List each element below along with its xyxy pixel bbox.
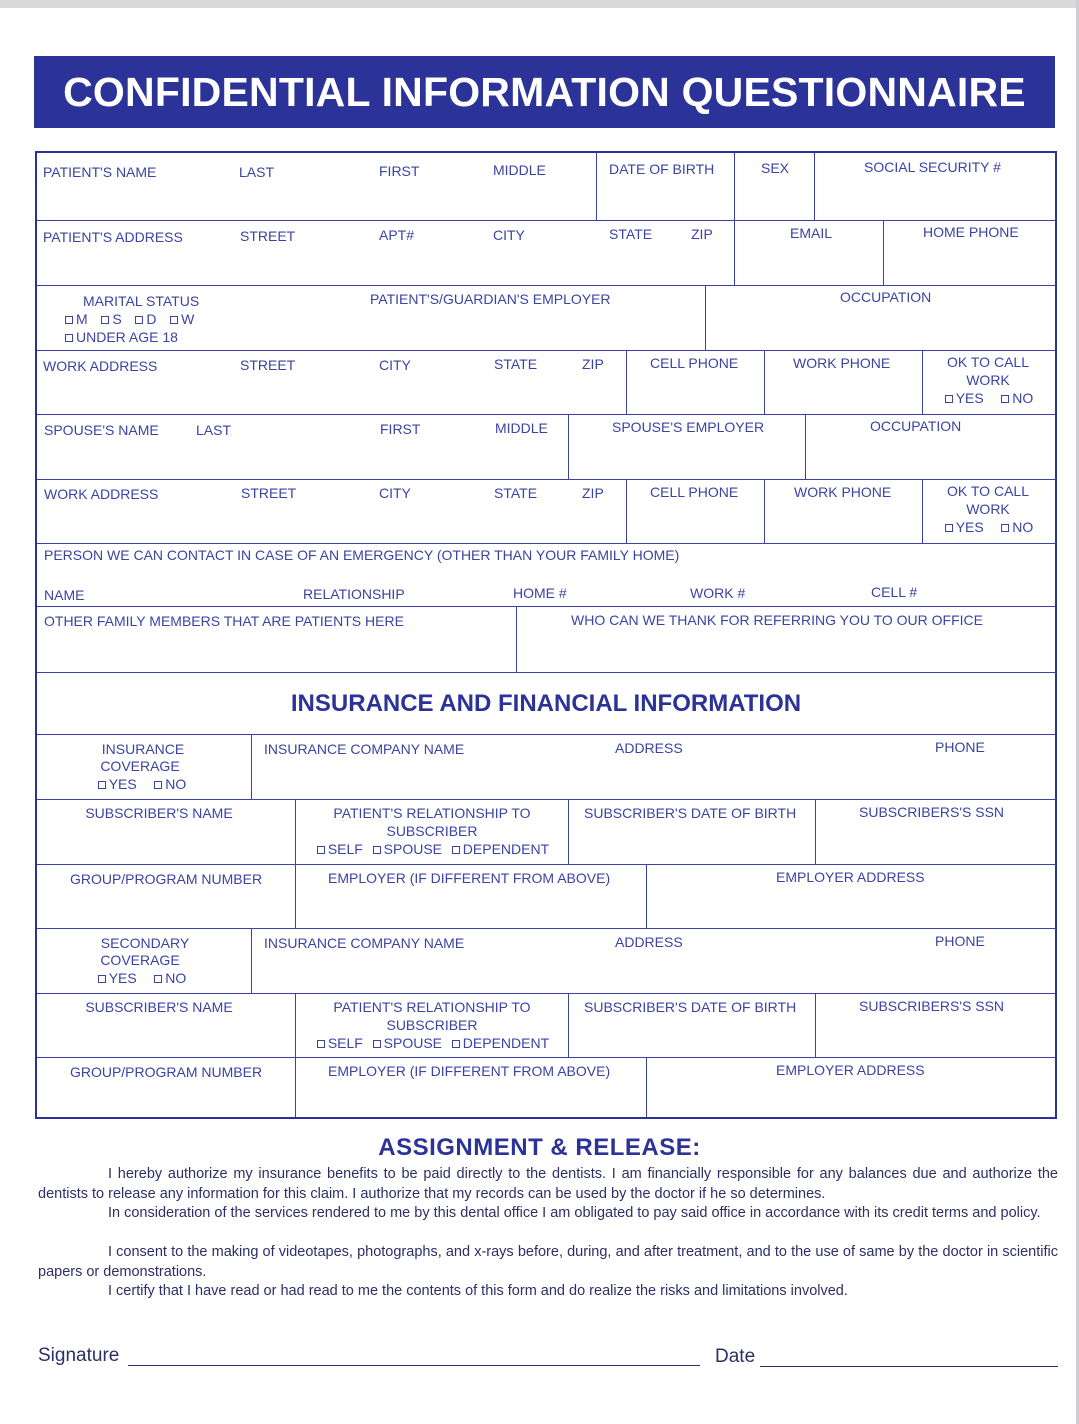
single-label: S [112, 311, 122, 327]
spouse-name-label: SPOUSE'S NAME [44, 422, 159, 438]
home-number-label: HOME # [513, 585, 567, 601]
subscriber-label: SUBSCRIBER [386, 1017, 478, 1033]
street-label: STREET [241, 485, 297, 501]
cell-phone-label: CELL PHONE [650, 484, 739, 500]
divorced-label: D [146, 311, 157, 327]
scan-edge [0, 0, 1079, 8]
name-label: NAME [44, 587, 85, 603]
checkbox-no[interactable] [1001, 395, 1009, 403]
checkbox-yes[interactable] [945, 395, 953, 403]
subscriber-ssn-label: SUBSCRIBERS'S SSN [859, 998, 1005, 1014]
checkbox-no[interactable] [1001, 524, 1009, 532]
checkbox-dependent[interactable] [452, 1040, 460, 1048]
coverage-options[interactable]: YES NO [37, 969, 245, 987]
married-label: M [76, 311, 88, 327]
state-label: STATE [494, 485, 538, 501]
checkbox-widowed[interactable] [170, 316, 178, 324]
widowed-label: W [181, 311, 195, 327]
zip-label: ZIP [691, 226, 713, 242]
dob-label: DATE OF BIRTH [609, 161, 715, 177]
assignment-paragraph-1: I hereby authorize my insurance benefits to be paid directly to the dentists. I am financially responsible for any balances due and authorize the dentists to release any information for this claim. I authorize that my records can be used by the doctor if he so determines. [38, 1166, 1058, 1202]
state-label: STATE [494, 356, 538, 372]
checkbox-no[interactable] [154, 781, 162, 789]
relationship-label: PATIENT'S RELATIONSHIP TO [333, 999, 531, 1015]
work-address-row[interactable] [37, 351, 1055, 415]
checkbox-spouse[interactable] [373, 846, 381, 854]
spouse-work-address-row[interactable] [37, 480, 1055, 544]
divider [646, 1058, 647, 1117]
divider [646, 865, 647, 929]
cell-number-label: CELL # [871, 584, 918, 600]
occupation-label: OCCUPATION [870, 418, 962, 434]
insurance-title: INSURANCE AND FINANCIAL INFORMATION [290, 690, 802, 717]
assignment-paragraph-3: I consent to the making of videotapes, photographs, and x-rays before, during, and after treatment, and to the use of same by the doctor in scientific papers or demonstrations. [38, 1244, 1058, 1280]
relationship-label: RELATIONSHIP [303, 586, 405, 602]
divider [734, 221, 735, 286]
ok-to-call-options[interactable]: YES NO [923, 389, 1053, 407]
middle-label: MIDDLE [495, 420, 548, 436]
spouse-employer-label: SPOUSE'S EMPLOYER [612, 419, 765, 435]
secondary-coverage-row[interactable] [37, 929, 1055, 994]
group-number-label: GROUP/PROGRAM NUMBER [69, 1064, 263, 1080]
patient-name-row[interactable] [37, 153, 1055, 221]
ssn-label: SOCIAL SECURITY # [864, 159, 1001, 175]
under-18-label: UNDER AGE 18 [76, 329, 178, 345]
marital-options[interactable] [63, 310, 194, 328]
divider [626, 351, 627, 415]
insurance-coverage-label: INSURANCE [101, 741, 185, 757]
checkbox-under-18[interactable] [65, 334, 73, 342]
city-label: CITY [379, 485, 411, 501]
checkbox-divorced[interactable] [135, 316, 143, 324]
spouse-name-row[interactable] [37, 415, 1055, 480]
under-18-option[interactable] [63, 328, 178, 346]
checkbox-yes[interactable] [98, 781, 106, 789]
insurance-company-label: INSURANCE COMPANY NAME [264, 935, 465, 951]
ok-to-call-label: OK TO CALL [947, 483, 1029, 499]
patient-name-label: PATIENT'S NAME [43, 164, 157, 180]
divider [764, 480, 765, 544]
checkbox-self[interactable] [317, 846, 325, 854]
subscriber-name-label: SUBSCRIBER'S NAME [85, 999, 233, 1015]
other-family-label: OTHER FAMILY MEMBERS THAT ARE PATIENTS HERE [44, 613, 404, 629]
assignment-paragraph-2: In consideration of the services rendered to me by this dental office I am obligated to pay said office in accordance with its credit terms and policy. [108, 1205, 1041, 1221]
subscriber-dob-label: SUBSCRIBER'S DATE OF BIRTH [584, 999, 797, 1015]
work-phone-label: WORK PHONE [793, 355, 891, 371]
checkbox-married[interactable] [65, 316, 73, 324]
coverage-label: COVERAGE [100, 758, 180, 774]
assignment-paragraph-4: I certify that I have read or had read to me the contents of this form and do realize the risks and limitations involved. [108, 1283, 848, 1299]
home-phone-label: HOME PHONE [923, 224, 1019, 240]
emergency-header: PERSON WE CAN CONTACT IN CASE OF AN EMERGENCY (OTHER THAN YOUR FAMILY HOME) [44, 547, 680, 563]
divider [568, 994, 569, 1058]
divider [251, 735, 252, 800]
ok-to-call-work-label: WORK [966, 501, 1010, 517]
relationship-label: PATIENT'S RELATIONSHIP TO [333, 805, 531, 821]
employer-address-label: EMPLOYER ADDRESS [776, 869, 925, 885]
cell-phone-label: CELL PHONE [650, 355, 739, 371]
city-label: CITY [379, 357, 411, 373]
coverage-options[interactable]: YES NO [37, 775, 245, 793]
divider [815, 800, 816, 865]
employer-label: EMPLOYER (IF DIFFERENT FROM ABOVE) [328, 1063, 611, 1079]
patient-address-row[interactable] [37, 221, 1055, 286]
street-label: STREET [240, 228, 296, 244]
work-address-label: WORK ADDRESS [43, 358, 158, 374]
divider [805, 415, 806, 480]
secondary-group-row[interactable] [37, 1058, 1055, 1117]
sex-label: SEX [761, 160, 790, 176]
city-label: CITY [493, 227, 525, 243]
last-label: LAST [196, 422, 232, 438]
checkbox-spouse[interactable] [373, 1040, 381, 1048]
form-title: CONFIDENTIAL INFORMATION QUESTIONNAIRE [34, 56, 1055, 128]
checkbox-self[interactable] [317, 1040, 325, 1048]
divider [568, 800, 569, 865]
divider [516, 607, 517, 673]
signature-label: Signature [38, 1345, 120, 1366]
work-phone-label: WORK PHONE [794, 484, 892, 500]
last-label: LAST [239, 164, 275, 180]
street-label: STREET [240, 357, 296, 373]
checkbox-yes[interactable] [98, 975, 106, 983]
insurance-section-header [37, 673, 1055, 735]
checkbox-dependent[interactable] [452, 846, 460, 854]
work-address-label: WORK ADDRESS [44, 486, 159, 502]
divider [764, 351, 765, 415]
divider [883, 221, 884, 286]
work-number-label: WORK # [690, 585, 746, 601]
date-label: Date [715, 1346, 756, 1367]
ok-to-call-label: OK TO CALL [947, 354, 1029, 370]
relationship-options[interactable]: SELF SPOUSE DEPENDENT [296, 840, 568, 858]
ok-to-call-work-label: WORK [966, 372, 1010, 388]
apt-label: APT# [379, 227, 415, 243]
divider [626, 480, 627, 544]
emergency-contact-row[interactable] [37, 544, 1055, 607]
marital-row[interactable] [37, 286, 1055, 351]
occupation-label: OCCUPATION [840, 289, 932, 305]
divider [295, 865, 296, 929]
subscriber-dob-label: SUBSCRIBER'S DATE OF BIRTH [584, 805, 797, 821]
divider [295, 1058, 296, 1117]
phone-label: PHONE [935, 739, 985, 755]
divider [734, 153, 735, 221]
insurance-company-label: INSURANCE COMPANY NAME [264, 741, 465, 757]
checkbox-no[interactable] [154, 975, 162, 983]
primary-subscriber-row[interactable] [37, 800, 1055, 865]
employer-address-label: EMPLOYER ADDRESS [776, 1062, 925, 1078]
employer-label: PATIENT'S/GUARDIAN'S EMPLOYER [370, 291, 611, 307]
subscriber-ssn-label: SUBSCRIBERS'S SSN [859, 804, 1005, 820]
divider [705, 286, 706, 351]
patient-address-label: PATIENT'S ADDRESS [43, 229, 183, 245]
divider [568, 415, 569, 480]
middle-label: MIDDLE [493, 162, 546, 178]
divider [596, 153, 597, 221]
divider [814, 153, 815, 221]
employer-label: EMPLOYER (IF DIFFERENT FROM ABOVE) [328, 870, 611, 886]
questionnaire-form [35, 151, 1057, 1119]
state-label: STATE [609, 226, 653, 242]
signature-line[interactable] [128, 1365, 700, 1366]
first-label: FIRST [379, 163, 420, 179]
marital-status-label: MARITAL STATUS [83, 293, 200, 309]
address-label: ADDRESS [615, 740, 683, 756]
coverage-label: COVERAGE [100, 952, 180, 968]
address-label: ADDRESS [615, 934, 683, 950]
primary-coverage-row[interactable] [37, 735, 1055, 800]
subscriber-label: SUBSCRIBER [386, 823, 478, 839]
zip-label: ZIP [582, 485, 604, 501]
date-line[interactable] [760, 1366, 1058, 1367]
divider [815, 994, 816, 1058]
phone-label: PHONE [935, 933, 985, 949]
group-number-label: GROUP/PROGRAM NUMBER [69, 871, 263, 887]
checkbox-single[interactable] [101, 316, 109, 324]
email-label: EMAIL [790, 225, 833, 241]
subscriber-name-label: SUBSCRIBER'S NAME [85, 805, 233, 821]
relationship-options[interactable]: SELF SPOUSE DEPENDENT [296, 1034, 568, 1052]
family-referral-row[interactable] [37, 607, 1055, 673]
first-label: FIRST [380, 421, 421, 437]
assignment-title: ASSIGNMENT & RELEASE: [378, 1134, 701, 1161]
checkbox-yes[interactable] [945, 524, 953, 532]
secondary-subscriber-row[interactable] [37, 994, 1055, 1058]
primary-group-row[interactable] [37, 865, 1055, 929]
ok-to-call-options[interactable]: YES NO [923, 518, 1053, 536]
zip-label: ZIP [582, 356, 604, 372]
secondary-coverage-label: SECONDARY [100, 935, 190, 951]
referral-label: WHO CAN WE THANK FOR REFERRING YOU TO OUR OFFICE [571, 612, 983, 628]
divider [251, 929, 252, 994]
